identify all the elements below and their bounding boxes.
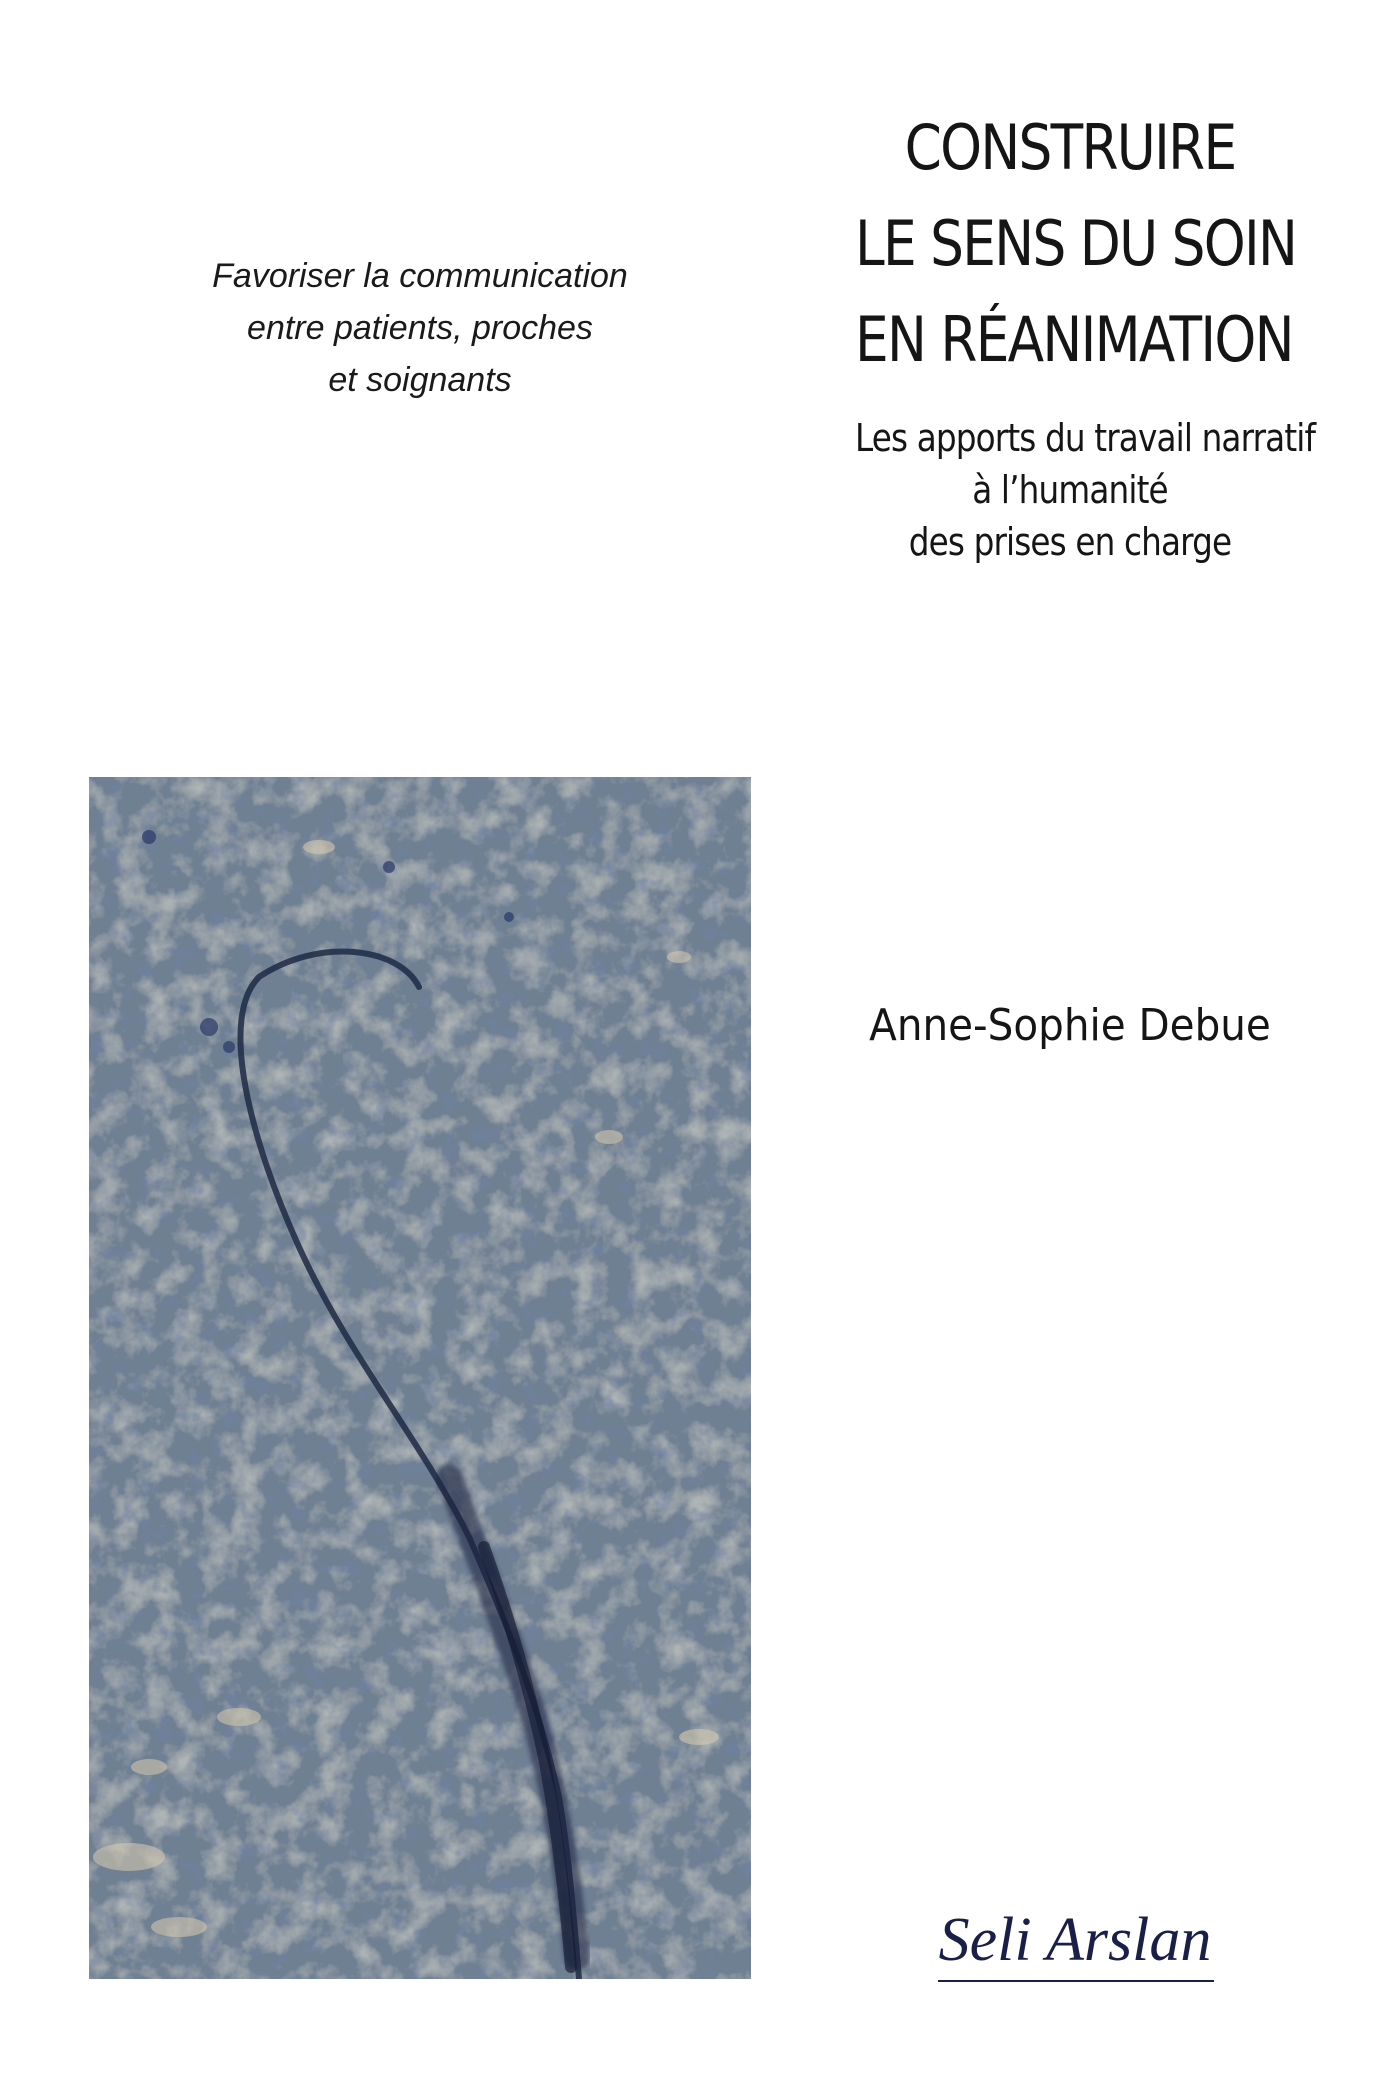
- author-name: Anne-Sophie Debue: [869, 1000, 1271, 1051]
- subtitle-line-2: à l’humanité: [972, 468, 1168, 512]
- title-line-1: CONSTRUIRE: [904, 111, 1236, 184]
- tagline-line-2: entre patients, proches: [247, 309, 593, 347]
- book-subtitle: [855, 412, 1316, 568]
- tagline-line-1: Favoriser la communication: [212, 257, 628, 295]
- tagline-line-3: et soignants: [328, 361, 512, 399]
- tagline: [150, 250, 690, 406]
- title-line-2: LE SENS DU SOIN: [855, 207, 1297, 280]
- title-line-3: EN RÉANIMATION: [855, 303, 1293, 376]
- subtitle-line-3: des prises en charge: [908, 520, 1232, 564]
- cover-artwork: [89, 777, 751, 1979]
- subtitle-line-1: Les apports du travail narratif: [855, 416, 1316, 460]
- artwork-painting: [89, 777, 751, 1979]
- book-title: [855, 100, 1297, 388]
- publisher-logo: Seli Arslan: [938, 1906, 1212, 1974]
- publisher-underline: [938, 1980, 1214, 1982]
